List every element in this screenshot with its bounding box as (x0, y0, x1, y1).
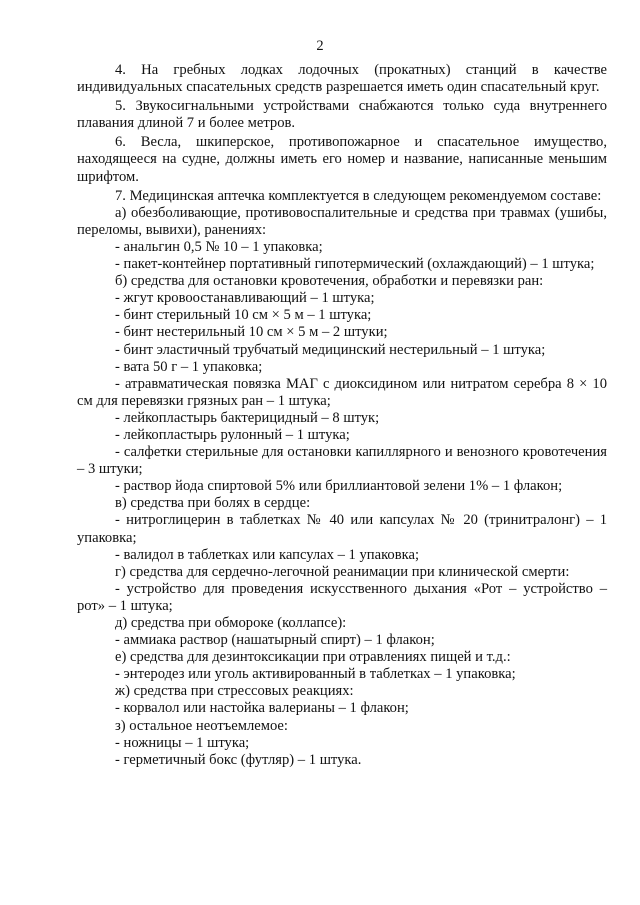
subsection-e: е) средства для дезинтоксикации при отравлениях пищей и т.д.: (115, 649, 511, 666)
paragraph-item-6: 6. Весла, шкиперское, противопожарное и спасательное имущество, находящееся на судне, должны иметь его номер и название, написанные меньшим шрифтом. (77, 134, 607, 185)
list-item: - валидол в таблетках или капсулах – 1 упаковка; (115, 546, 420, 563)
list-item: - салфетки стерильные для остановки капиллярного и венозного кровотечения – 3 штуки; (77, 444, 607, 478)
list-item: - лейкопластырь рулонный – 1 штука; (115, 426, 350, 443)
page-number: 2 (316, 38, 324, 54)
paragraph-item-5: 5. Звукосигнальными устройствами снабжаются только суда внутреннего плавания длиной 7 и более метров. (77, 98, 607, 132)
list-item: - корвалол или настойка валерианы – 1 флакон; (115, 700, 409, 717)
paragraph-item-4: 4. На гребных лодках лодочных (прокатных) станций в качестве индивидуальных спасательных средств разрешается иметь один спасательный круг. (77, 62, 607, 96)
subsection-g: г) средства для сердечно-легочной реанимации при клинической смерти: (115, 563, 570, 580)
paragraph-item-7: 7. Медицинская аптечка комплектуется в следующем рекомендуемом составе: (115, 187, 602, 204)
list-item: - нитроглицерин в таблетках № 40 или капсулах № 20 (тринитралонг) – 1 упаковка; (77, 512, 607, 546)
list-item: - бинт эластичный трубчатый медицинский нестерильный – 1 штука; (115, 341, 546, 358)
list-item: - устройство для проведения искусственного дыхания «Рот – устройство – рот» – 1 штука; (77, 580, 607, 614)
subsection-zh: ж) средства при стрессовых реакциях: (115, 683, 354, 700)
list-item: - ножницы – 1 штука; (115, 734, 250, 751)
list-item: - лейкопластырь бактерицидный – 8 штук; (115, 409, 380, 426)
list-item: - атравматическая повязка МАГ с диоксидином или нитратом серебра 8 × 10 см для перевязки грязных ран – 1 штука; (77, 375, 607, 409)
document-body (77, 62, 607, 769)
list-item: - бинт нестерильный 10 см × 5 м – 2 штуки; (115, 324, 388, 341)
subsection-b: б) средства для остановки кровотечения, обработки и перевязки ран: (115, 273, 544, 290)
list-item: - вата 50 г – 1 упаковка; (115, 358, 263, 375)
subsection-a: а) обезболивающие, противовоспалительные и средства при травмах (ушибы, переломы, вывихи), ранениях: (77, 204, 607, 238)
list-item: - аммиака раствор (нашатырный спирт) – 1 флакон; (115, 632, 435, 649)
list-item: - энтеродез или уголь активированный в таблетках – 1 упаковка; (115, 666, 516, 683)
list-item: - пакет-контейнер портативный гипотермический (охлаждающий) – 1 штука; (115, 256, 595, 273)
subsection-z: з) остальное неотъемлемое: (115, 717, 288, 734)
list-item: - жгут кровоостанавливающий – 1 штука; (115, 290, 375, 307)
list-item: - раствор йода спиртовой 5% или бриллиантовой зелени 1% – 1 флакон; (115, 478, 563, 495)
subsection-v: в) средства при болях в сердце: (115, 495, 311, 512)
list-item: - анальгин 0,5 № 10 – 1 упаковка; (115, 238, 323, 255)
list-item: - бинт стерильный 10 см × 5 м – 1 штука; (115, 307, 372, 324)
list-item: - герметичный бокс (футляр) – 1 штука. (115, 751, 362, 768)
subsection-d: д) средства при обмороке (коллапсе): (115, 615, 347, 631)
